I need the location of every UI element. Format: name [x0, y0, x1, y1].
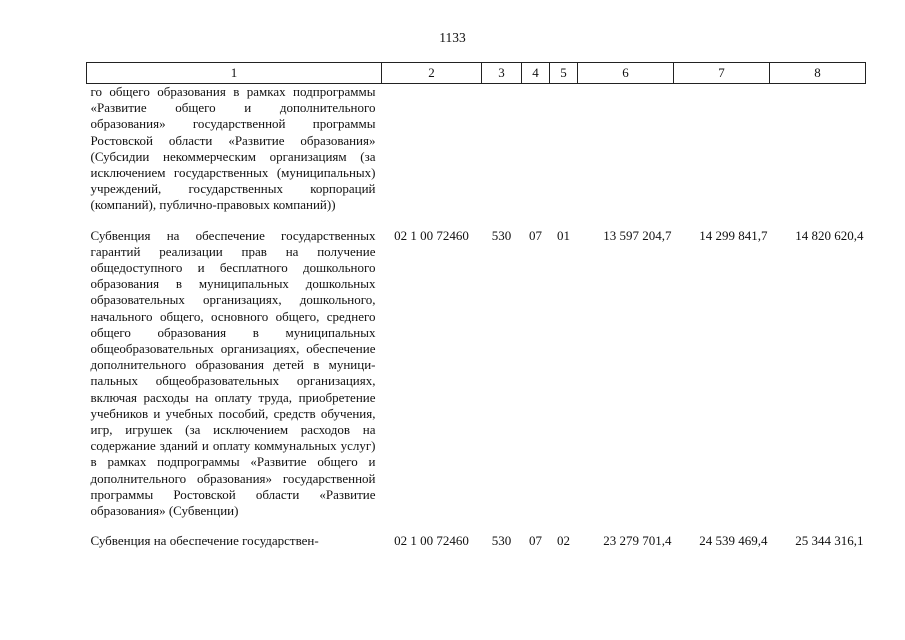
table-header [87, 63, 866, 84]
budget-table [86, 62, 866, 549]
row-amount-year3 [770, 84, 866, 214]
column-header: 3 [482, 63, 522, 84]
row-description: го общего образования в рамках подпрограммы «Развитие общего и дополнительного образования» государственной программы Ростовской области «Развитие образования» (Субсидии некоммерческим организациям (за исключением государственных (муниципальных) учреждений, государственных корпораций (компаний), публично-правовых компаний)) [90, 84, 376, 213]
column-header: 2 [382, 63, 482, 84]
column-header: 5 [550, 63, 578, 84]
page-number: 1133 [439, 30, 466, 45]
row-subsection: 02 [557, 533, 570, 549]
row-subsection [550, 84, 578, 214]
row-amount-year1: 23 279 701,4 [603, 533, 672, 549]
row-subsection: 01 [557, 227, 570, 243]
column-header: 4 [522, 63, 550, 84]
row-amount-year3: 14 820 620,4 [795, 227, 864, 243]
row-amount-year2 [674, 84, 770, 214]
table-row [87, 519, 866, 549]
header-row [87, 63, 866, 84]
column-header: 7 [674, 63, 770, 84]
row-expense-type: 530 [491, 533, 512, 549]
row-section: 07 [529, 533, 542, 549]
table-body [87, 84, 866, 550]
row-expense-type [482, 84, 522, 214]
row-amount-year3: 25 344 316,1 [795, 533, 864, 549]
table-row [87, 84, 866, 214]
column-header: 8 [770, 63, 866, 84]
row-amount-year1: 13 597 204,7 [603, 227, 672, 243]
column-header: 1 [87, 63, 382, 84]
row-section: 07 [529, 227, 542, 243]
row-amount-year2: 14 299 841,7 [699, 227, 768, 243]
row-target-code: 02 1 00 72460 [394, 227, 469, 243]
row-expense-type: 530 [491, 227, 512, 243]
row-target-code: 02 1 00 72460 [394, 533, 469, 549]
row-amount-year1 [578, 84, 674, 214]
row-section [522, 84, 550, 214]
table-row [87, 214, 866, 520]
row-description: Субвенция на обеспечение государствен- [90, 533, 319, 549]
row-description: Субвенция на обеспечение государственных гарантий реализации прав на получение общедоступного и бесплатного дошкольного образования в муниципальных дошкольных образовательных организациях, дошкольного, начального общего, основного общего, среднего общего образования в муниципальных общеобразовательных организациях, обеспечение дополнительного образования детей в муниципальных общеобразовательных организациях, включая расходы на оплату труда, приобретение учебников и учебных пособий, средств обучения, игр, игрушек (за исключением расходов на содержание зданий и оплату коммунальных услуг) в рамках подпрограммы «Развитие общего и дополнительного образования» государственной программы Ростовской области «Развитие образования» (Субвенции) [90, 227, 376, 519]
row-amount-year2: 24 539 469,4 [699, 533, 768, 549]
column-header: 6 [578, 63, 674, 84]
row-target-code [382, 84, 482, 214]
